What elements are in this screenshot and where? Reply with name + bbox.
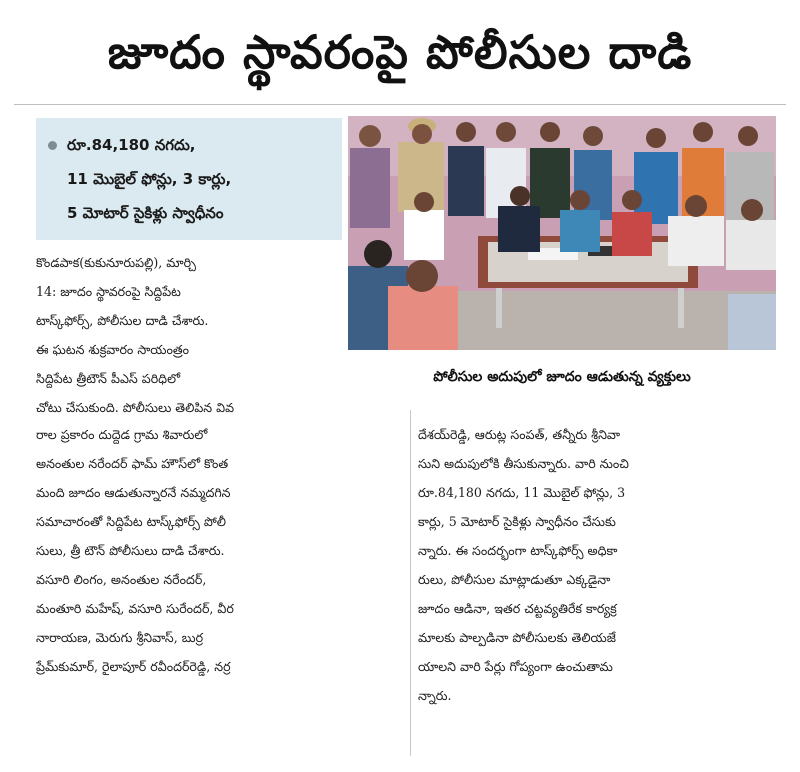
article-line: మంతూరి మహేష్, వసూరి సురేందర్, వీర [36,601,234,616]
article-line: దేశయ్‌రెడ్డి, ఆరుట్ల సంపత్, తన్నీరు శ్రీనివా [418,427,621,442]
article-line: టాస్క్‌ఫోర్స్, పోలీసుల దాడి చేశారు. [36,313,209,328]
article-line: సులు, త్రీ టౌన్ పోలీసులు దాడి చేశారు. [36,543,225,558]
article-line: జూదం ఆడినా, ఇతర చట్టవ్యతిరేక కార్యక్ర [418,601,617,616]
article-line: సుని అదుపులోకి తీసుకున్నారు. వారి నుంచి [418,456,629,471]
article-column-1-top [36,248,342,422]
article-line: రులు, పోలీసుల మాట్లాడుతూ ఎక్కడైనా [418,572,611,587]
article-line: యాలని వారి పేర్లు గోప్యంగా ఉంచుతామ [418,659,613,674]
article-line: రూ.84,180 నగదు, 11 మొబైల్ ఫోన్లు, 3 [418,485,626,500]
article-line: 14: జూదం స్థావరంపై సిద్దిపేట [36,284,181,299]
article-line: మంది జూదం ఆడుతున్నారనే నమ్మదగిన [36,485,231,500]
article-line: కార్లు, 5 మోటార్ సైకిళ్లు స్వాధీనం చేసుకు [418,514,616,529]
bullet-icon [48,141,57,150]
article-line: ఈ ఘటన శుక్రవారం సాయంత్రం [36,342,190,357]
news-photo-illustration [348,116,776,350]
highlight-line: 5 మోటార్ సైకిళ్లు స్వాధీనం [67,204,224,222]
article-line: వసూరి లింగం, అనంతుల నరేందర్, [36,572,207,587]
highlight-text: రూ.84,180 నగదు, [67,136,196,154]
article-line: మాలకు పాల్పడినా పోలీసులకు తెలియజే [418,630,616,645]
highlights-box [36,118,342,240]
article-line: నారాయణ, మెరుగు శ్రీనివాస్, బుర్ర [36,630,204,645]
news-photo [348,116,776,350]
article-column-1-bottom [36,420,406,681]
article-column-2 [418,420,788,710]
article-line: సమాచారంతో సిద్దిపేట టాస్క్‌ఫోర్స్ పోలీ [36,514,226,529]
photo-caption: పోలీసుల అదుపులో జూదం ఆడుతున్న వ్యక్తులు [433,369,691,385]
article-line: రాల ప్రకారం దుద్దెడ గ్రామ శివారులో [36,427,208,442]
column-divider [410,410,411,756]
article-line: న్నారు. ఈ సందర్భంగా టాస్క్‌ఫోర్స్ అధికా [418,543,618,558]
article-line: సిద్దిపేట త్రీటౌన్ పీఎస్ పరిధిలో [36,371,181,386]
article-line: ప్రేమ్‌కుమార్, రైలాపూర్ రవీందర్‌రెడ్డి, నర్ర [36,659,231,674]
article-line: కొండపాక(కుకునూరుపల్లి), మార్చి [36,255,196,270]
article-line: న్నారు. [418,688,452,703]
highlight-line: 11 మొబైల్ ఫోన్లు, 3 కార్లు, [67,170,232,188]
headline: జూదం స్థావరంపై పోలీసుల దాడి [107,25,693,79]
highlight-line [48,128,336,162]
article-line: అనంతుల నరేందర్ ఫామ్ హౌస్‌లో కొంత [36,456,229,471]
article-line: చోటు చేసుకుంది. పోలీసులు తెలిపిన వివ [36,400,235,415]
headline-rule [14,104,786,105]
